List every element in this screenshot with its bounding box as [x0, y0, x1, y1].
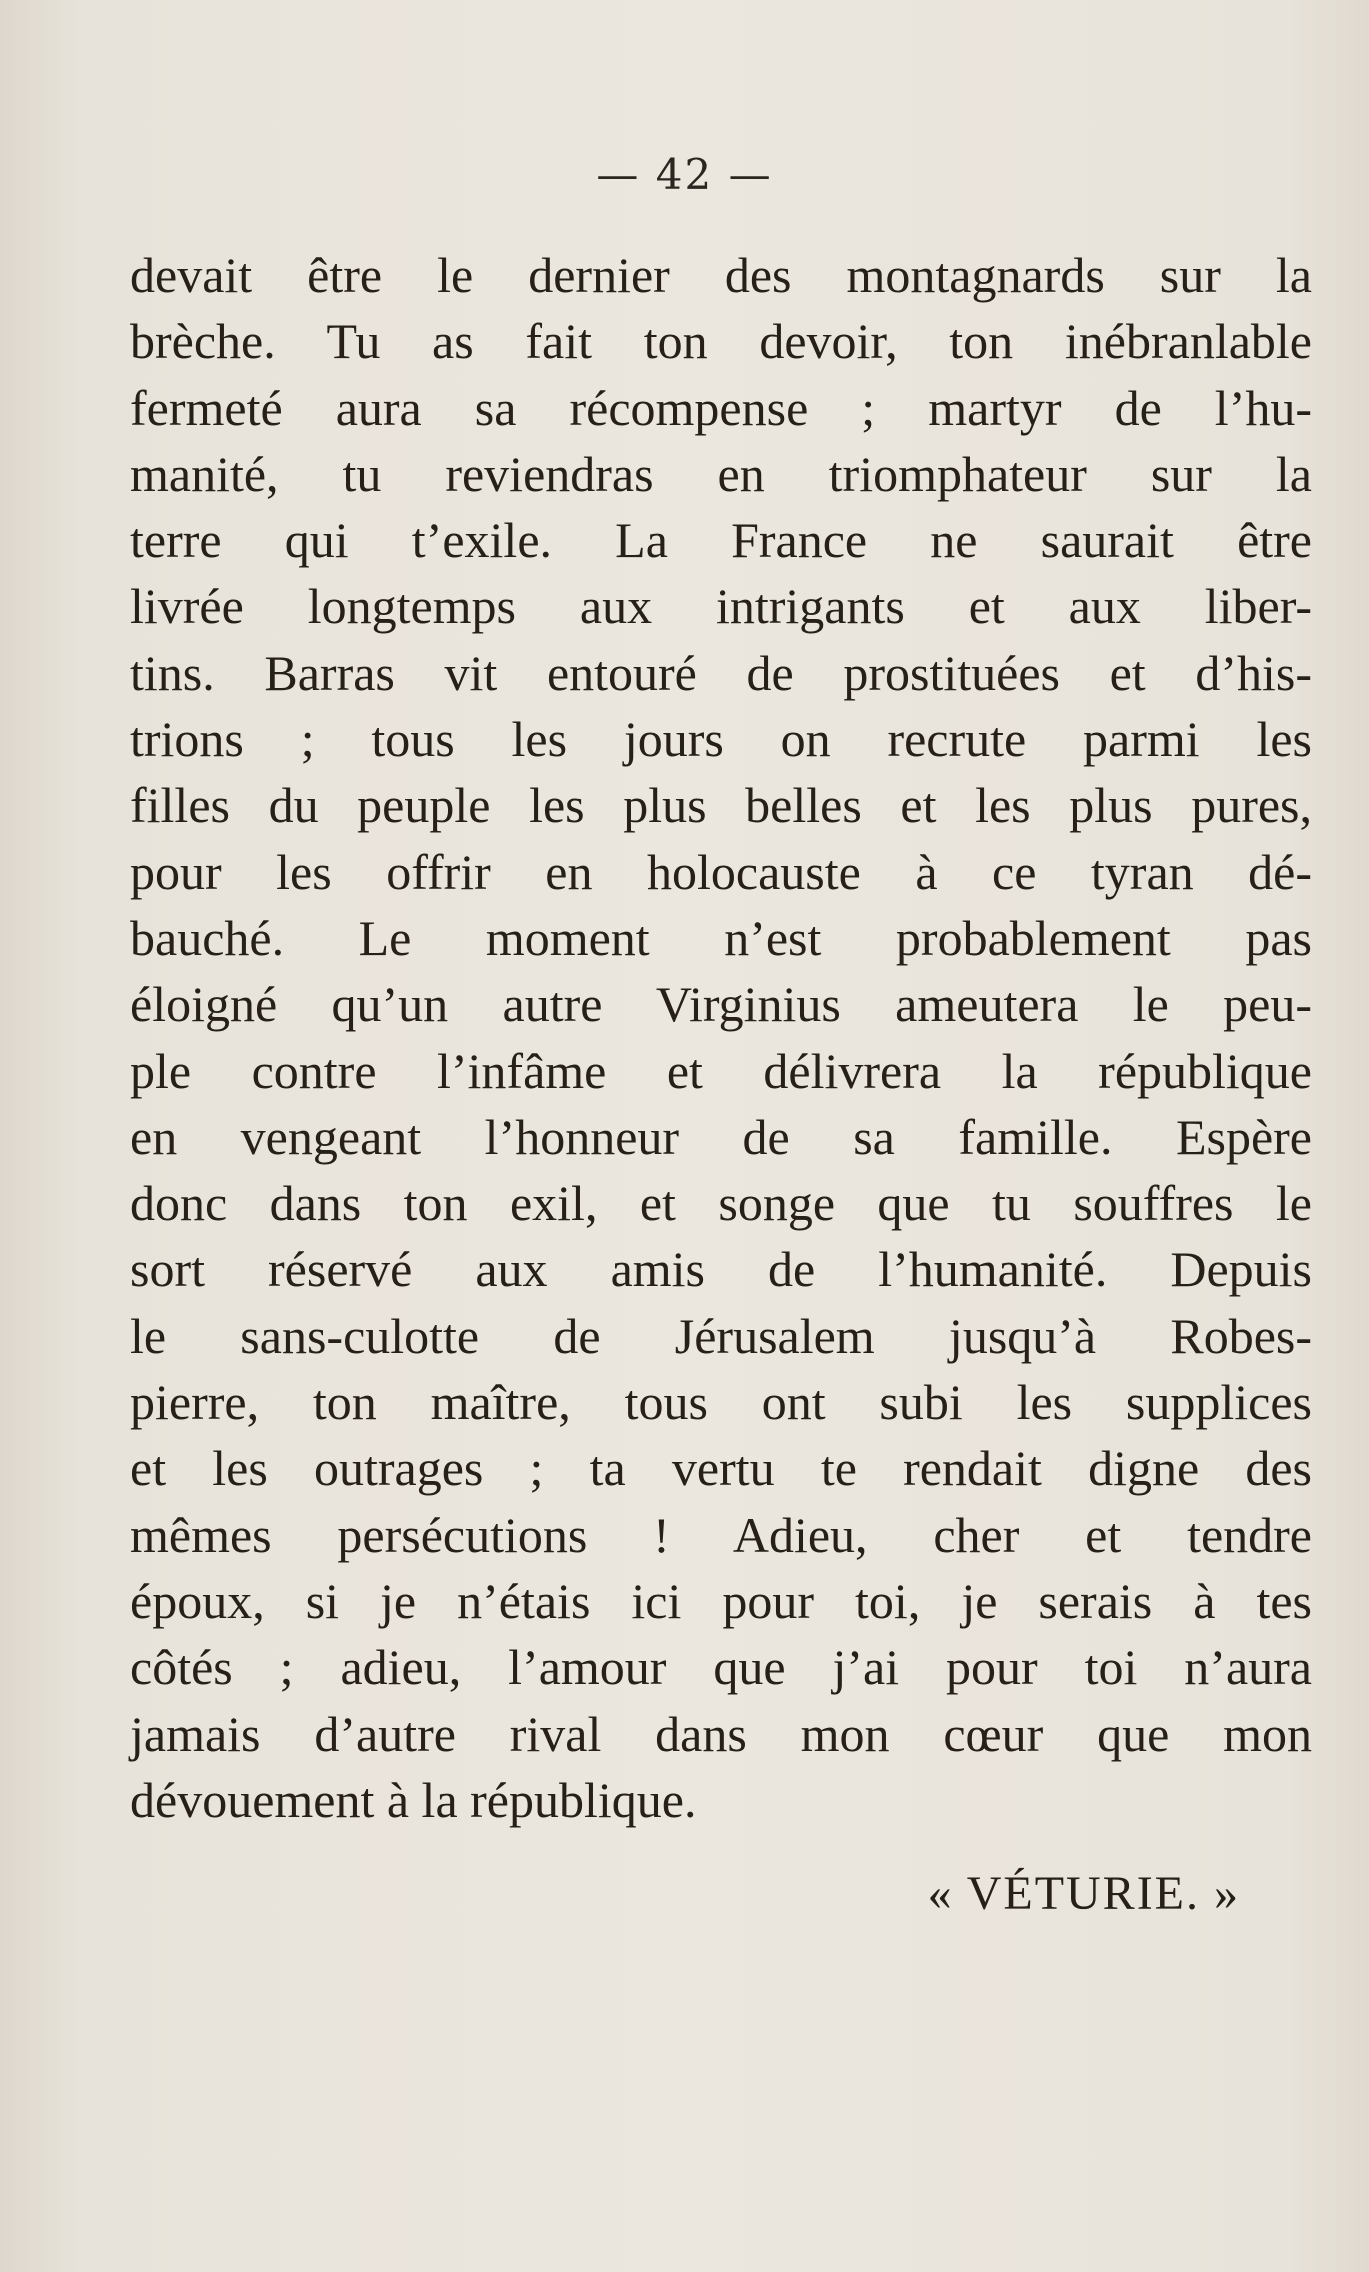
text-line: mêmes persécutions ! Adieu, cher et tendre [130, 1506, 1312, 1563]
text-line: filles du peuple les plus belles et les plus pures, [130, 777, 1312, 834]
text-line: en vengeant l’honneur de sa famille. Espère [130, 1108, 1312, 1165]
text-line: pierre, ton maître, tous ont subi les supplices [130, 1374, 1312, 1431]
text-line: éloigné qu’un autre Virginius ameutera le peu- [130, 976, 1312, 1033]
letter-signature: « VÉTURIE. » [927, 1867, 1240, 1920]
text-line: ple contre l’infâme et délivrera la république [130, 1042, 1312, 1099]
text-line: fermeté aura sa récompense ; martyr de l’hu- [130, 379, 1312, 436]
text-line: brèche. Tu as fait ton devoir, ton inébranlable [130, 313, 1312, 370]
text-line: pour les offrir en holocauste à ce tyran dé- [130, 843, 1312, 900]
text-line: tins. Barras vit entouré de prostituées et d’his- [130, 644, 1312, 701]
text-line: livrée longtemps aux intrigants et aux liber- [130, 578, 1312, 635]
text-line: sort réservé aux amis de l’humanité. Depuis [130, 1241, 1312, 1298]
text-line: le sans-culotte de Jérusalem jusqu’à Robes- [130, 1307, 1312, 1364]
text-line: terre qui t’exile. La France ne saurait être [130, 512, 1312, 569]
text-line: époux, si je n’étais ici pour toi, je serais à tes [130, 1572, 1312, 1629]
text-line: trions ; tous les jours on recrute parmi les [130, 711, 1312, 768]
text-line: bauché. Le moment n’est probablement pas [130, 909, 1312, 966]
body-text [130, 242, 1312, 1833]
text-line: donc dans ton exil, et songe que tu souffres le [130, 1175, 1312, 1232]
text-line: et les outrages ; ta vertu te rendait digne des [130, 1440, 1312, 1497]
text-line: côtés ; adieu, l’amour que j’ai pour toi n’aura [130, 1639, 1312, 1696]
text-line: dévouement à la république. [130, 1771, 697, 1828]
text-line: jamais d’autre rival dans mon cœur que mon [130, 1705, 1312, 1762]
text-line: devait être le dernier des montagnards sur la [130, 247, 1312, 303]
text-line: manité, tu reviendras en triomphateur sur la [130, 445, 1312, 502]
page-number: — 42 — [596, 150, 773, 199]
